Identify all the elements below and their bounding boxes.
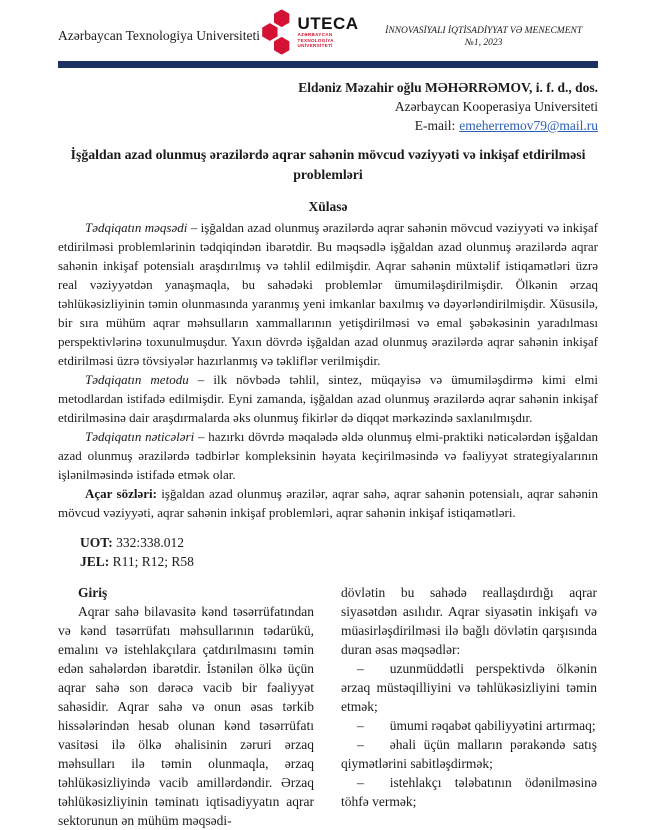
bullet-item xyxy=(341,659,597,716)
abstract-heading: Xülasə xyxy=(308,199,348,214)
dash-marker: – xyxy=(357,775,364,790)
logo-subtitle-line2: UNİVERSİTETİ xyxy=(297,43,333,49)
bullet-text: uzunmüddətli perspektivdə ölkənin ərzaq müstəqilliyini və təhlükəsizliyini təmin etmək; xyxy=(341,661,597,714)
hexagons-icon xyxy=(260,8,294,56)
logo-acronym: UTECA xyxy=(297,13,359,33)
bullet-item xyxy=(341,716,597,735)
bullet-item xyxy=(341,735,597,773)
jel-value: R11; R12; R58 xyxy=(109,554,194,569)
bullet-text: əhali üçün malların pərakəndə satış qiymətlərini sabitləşdirmək; xyxy=(341,737,597,771)
jel-label: JEL: xyxy=(80,554,110,569)
abstract-section xyxy=(58,218,598,522)
header-divider xyxy=(58,61,598,68)
logo-subtitle-line1: AZƏRBAYCAN TEXNOLOGİYA xyxy=(297,31,334,43)
paragraph-lead: Tədqiqatın metodu xyxy=(85,372,189,387)
university-name: Azərbaycan Texnologiya Universiteti xyxy=(58,28,260,43)
uteca-logo xyxy=(260,8,369,56)
journal-issue: №1, 2023 xyxy=(464,38,503,48)
left-column-paragraph: Aqrar sahə bilavasitə kənd təsərrüfatından və kənd təsərrüfatı məhsullarının tədarükü, emalını və istehlakçılara çatdırılmasını təmin edən sahələrdən ibarətdir. İstənilən ölkə üçün aqrar sahə son dərəcə vacib bir fəaliyyət sahəsidir. Aqrar sahə və onun əsas tərkib hissələrindən hesab olunan kənd təsərrüfatı vasitəsi ilə ölkə əhalisinin zəruri ərzaq məhsulları ilə təmin olunmaqla, ərzaq təhlükəsizliyində vacib amillərdəndir. Ərzaq təhlükəsizliyinin təminatı iqtisadiyyatın aqrar sektorunun ən mühüm məqsədi- xyxy=(58,604,314,828)
keywords-label: Açar sözləri: xyxy=(85,486,157,501)
abstract-paragraph-method xyxy=(58,370,598,427)
jel-line xyxy=(80,552,598,571)
paragraph-text: – ilk növbədə təhlil, sintez, müqayisə və ümumiləşdirmə kimi elmi metodlardan istifadə edilmişdir. Eyni zamanda, işğaldan azad olunmuş ərazilərdə aqrar sahənin inkişaf etdirilməsinə dair araşdırmalarda əks olunmuş fikirlər də diqqət mərkəzində saxlanılmışdır. xyxy=(58,372,599,425)
dash-marker: – xyxy=(357,718,364,733)
right-column-paragraph: dövlətin bu sahədə reallaşdırdığı aqrar siyasətdən asılıdır. Aqrar siyasətin inkişafı və müasirləşdirilməsi ilə bağlı dövlətin qarşısında duran əsas məqsədlər: xyxy=(341,585,597,657)
two-column-body xyxy=(58,583,598,830)
journal-name: İNNOVASİYALI İQTİSADİYYAT VƏ MENECMENT xyxy=(385,26,583,36)
author-block xyxy=(58,78,598,135)
uot-line xyxy=(80,533,598,552)
uot-label: UOT: xyxy=(80,535,113,550)
email-link[interactable]: emeherremov79@mail.ru xyxy=(459,118,598,133)
bullet-text: istehlakçı tələbatının ödənilməsinə töhfə vermək; xyxy=(341,775,597,809)
dash-marker: – xyxy=(357,737,364,752)
dash-marker: – xyxy=(357,661,364,676)
right-column xyxy=(341,583,597,830)
author-name: Eldəniz Məzahir oğlu MƏHƏRRƏMOV, i. f. d., dos. xyxy=(298,80,598,95)
abstract-paragraph-purpose xyxy=(58,218,598,370)
author-affiliation: Azərbaycan Kooperasiya Universiteti xyxy=(394,99,598,114)
intro-heading: Giriş xyxy=(78,585,108,600)
page-header xyxy=(58,8,598,56)
author-email-line xyxy=(58,116,598,135)
left-column xyxy=(58,583,314,830)
paragraph-text: – işğaldan azad olunmuş ərazilərdə aqrar sahənin mövcud vəziyyəti və inkişaf etdirilməsi problemlərinin tədqiqindən ibarətdir. Bu məqsədlə işğaldan azad olunmuş ərazilərdə aqrar sahənin inkişaf potensialı araşdırılmış və təhlil edilmişdir. Aqrar sahənin müxtəlif istiqamətləri üzrə real vəziyyətdən yanaşmaqla, bu sahədəki problemlər ümumiləşdirilmişdir. Ölkənin ərzaq təhlükəsizliyinin təmin olunmasında yaranmış yeni imkanlar baxılmış və dəyərləndirilmişdir. Xüsusilə, bir sıra mühüm aqrar məhsulların xammallarının yetişdirilməsi və emal şəbəkəsinin yaradılması perspektivlərinə toxunulmuşdur. Yaxın dövrdə işğaldan azad olunmuş ərazilərdə aqrar sahənin inkişaf etdirilməsi üzrə tövsiyələr hazırlanmış və təkliflər verilmişdir. xyxy=(58,220,598,368)
uot-value: 332:338.012 xyxy=(112,535,185,550)
paragraph-lead: Tədqiqatın məqsədi xyxy=(85,220,188,235)
bullet-item xyxy=(341,773,597,811)
keywords-paragraph xyxy=(58,484,598,522)
abstract-paragraph-results xyxy=(58,427,598,484)
bullet-text: ümumi rəqabət qabiliyyətini artırmaq; xyxy=(389,718,596,733)
logo-text xyxy=(298,15,370,50)
keywords-text: işğaldan azad olunmuş ərazilər, aqrar sahə, aqrar sahənin potensialı, aqrar sahənin mövcud vəziyyəti, aqrar sahənin inkişaf problemləri, aqrar sahənin inkişaf istiqamətləri. xyxy=(58,486,598,520)
paragraph-lead: Tədqiqatın nəticələri xyxy=(85,429,195,444)
paragraph-text: – hazırkı dövrdə məqalədə əldə olunmuş elmi-praktiki nəticələrdən işğaldan azad olunmuş ərazilərdə tədbirlər kompleksinin həyata keçirilməsində və fəaliyyət strategiyalarının işlənilməsində istifadə etmək olar. xyxy=(58,429,598,482)
email-label: E-mail: xyxy=(414,118,456,133)
classification-codes xyxy=(80,533,598,571)
journal-header xyxy=(369,15,598,49)
article-title: İşğaldan azad olunmuş ərazilərdə aqrar sahənin mövcud vəziyyəti və inkişaf etdirilməsi problemləri xyxy=(70,147,586,182)
